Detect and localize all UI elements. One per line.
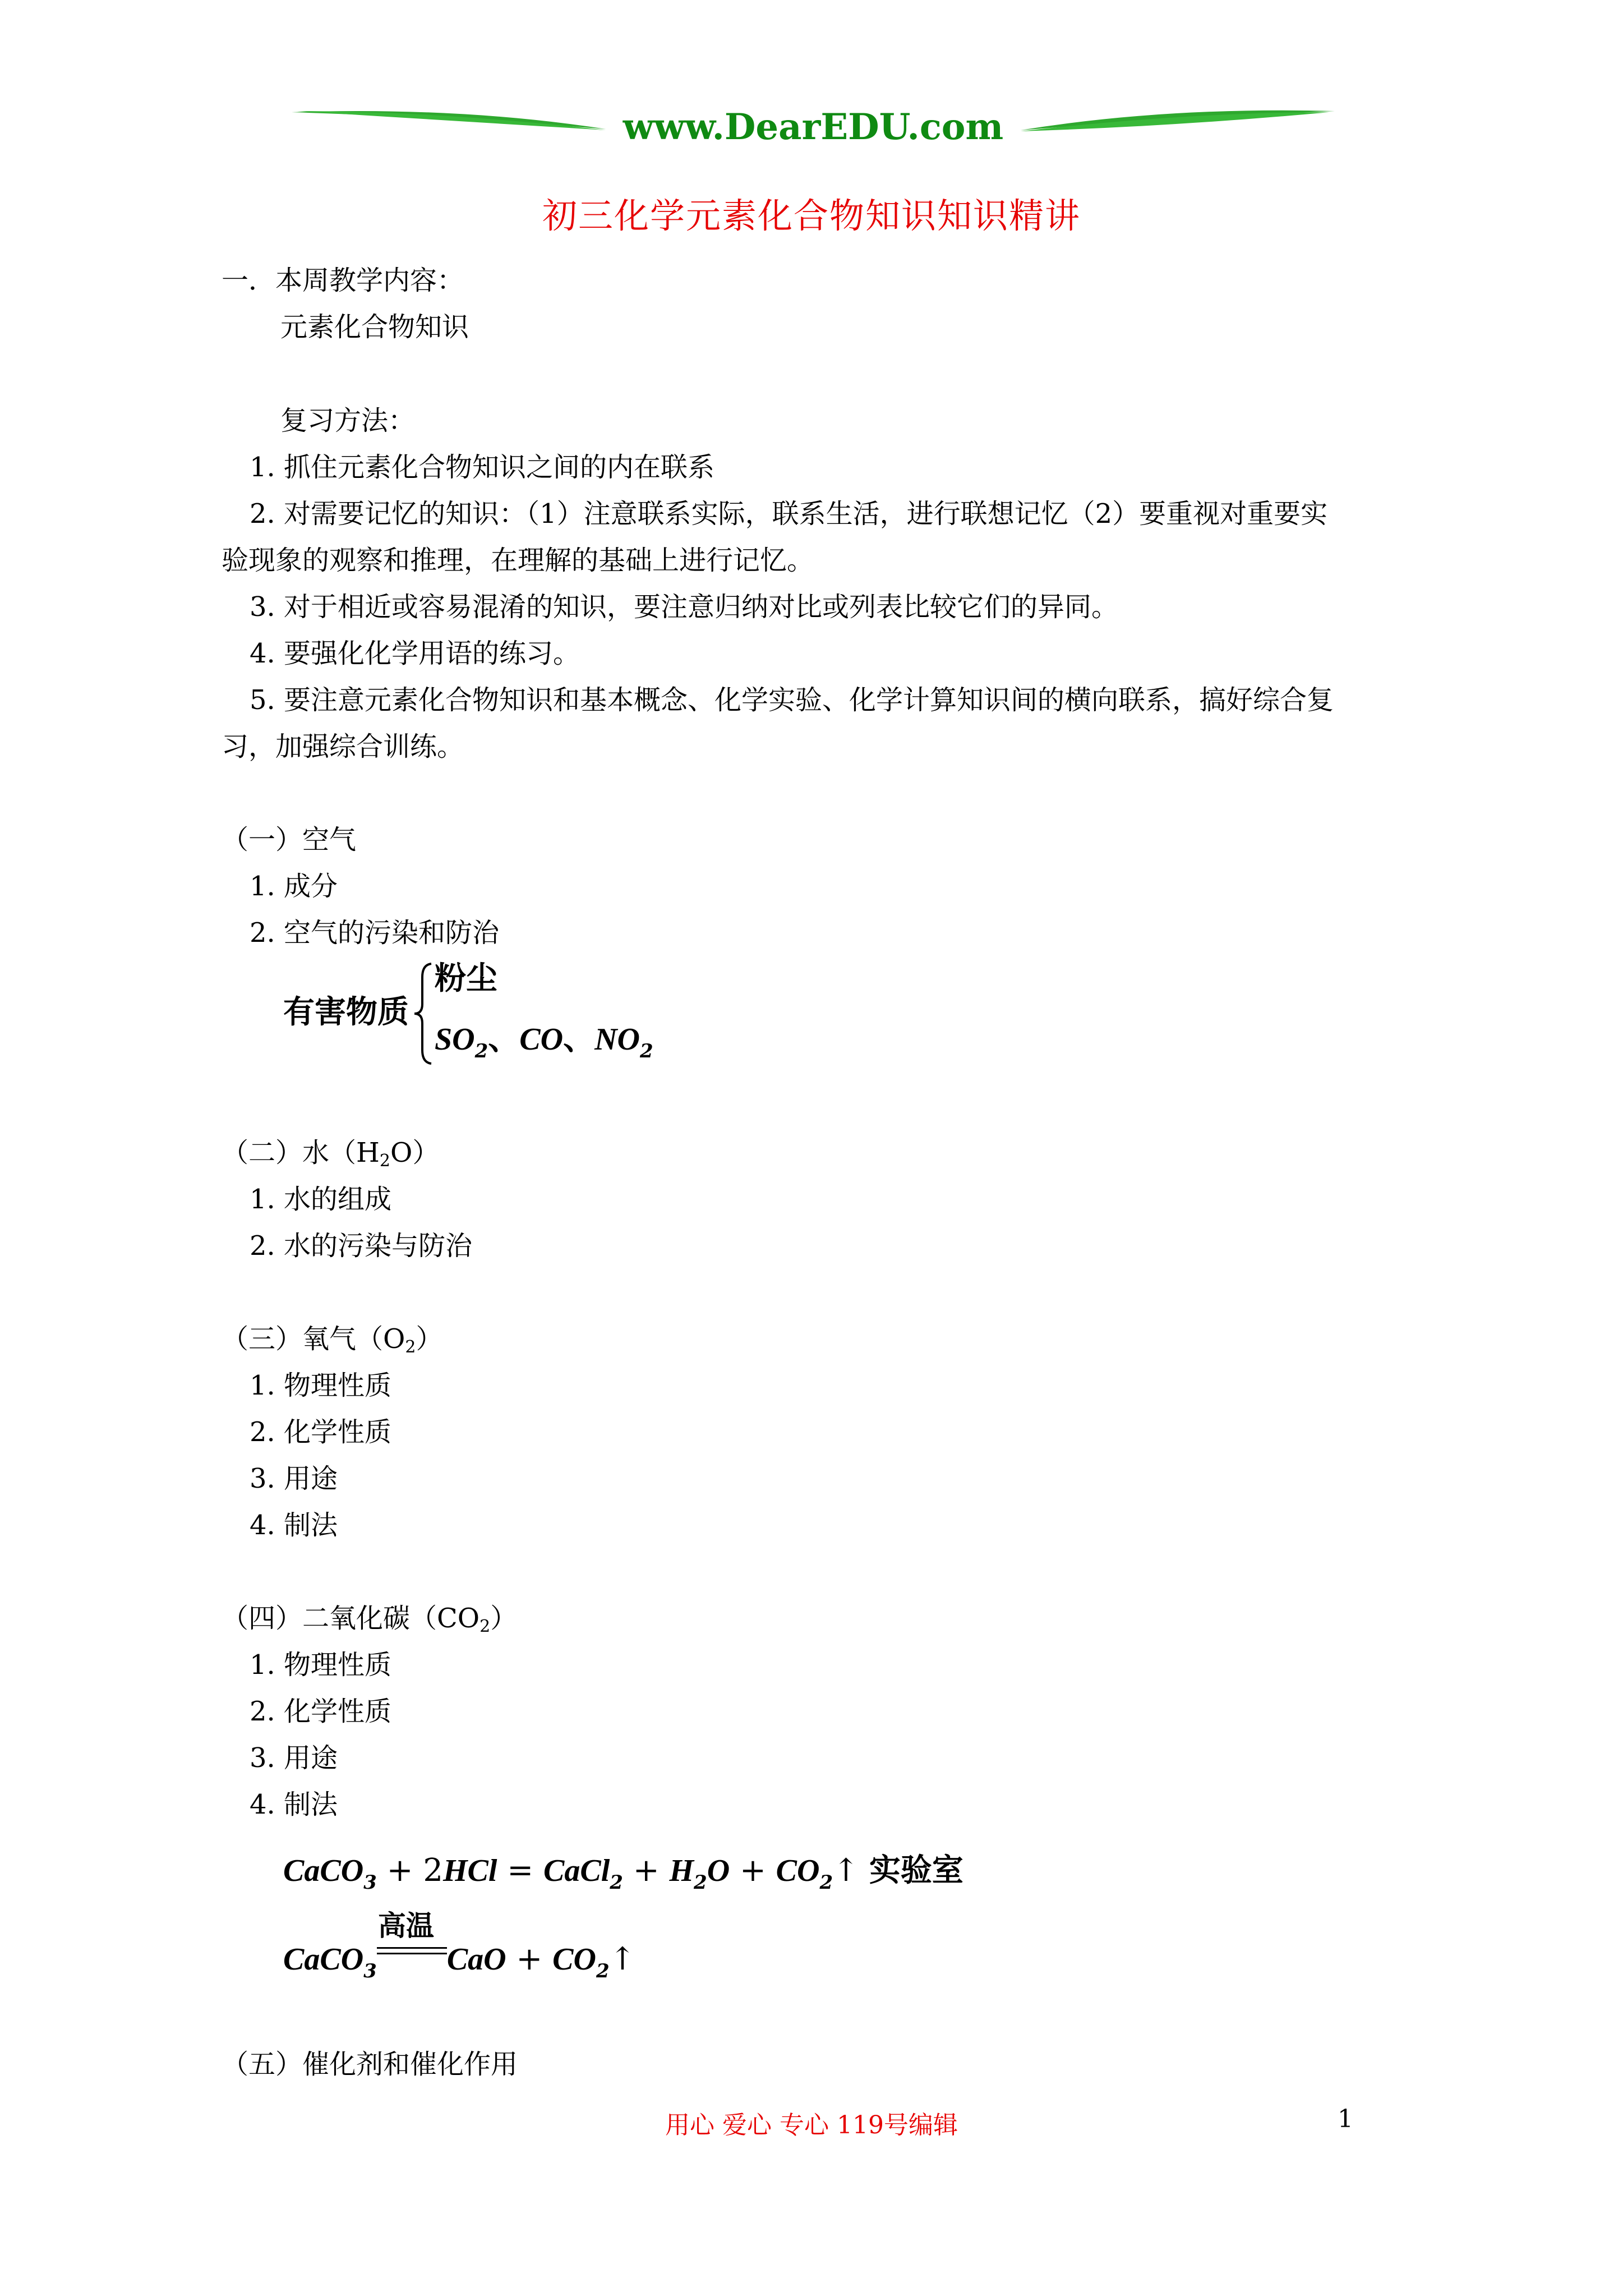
harmful-label: 有害物质: [283, 994, 409, 1030]
oxygen-item: 1. 物理性质: [250, 1370, 392, 1401]
banner-text: www.DearEDU.com: [623, 106, 1004, 148]
brace-icon: [412, 960, 435, 1067]
page-number: 1: [1338, 2105, 1353, 2133]
co2-heading: （四）二氧化碳$(CO_2)$: [222, 1603, 518, 1636]
method-item: 2. 对需要记忆的知识：（1）注意联系实际，联系生活，进行联想记忆（2）要重视对重要实: [250, 498, 1328, 530]
air-heading: （一）空气: [222, 824, 357, 855]
water-heading: （二）水$(H_2O)$: [222, 1137, 440, 1171]
oxygen-item: 2. 化学性质: [250, 1416, 392, 1448]
co2-item: 1. 物理性质: [250, 1649, 392, 1681]
topic-text: 元素化合物知识: [280, 311, 469, 343]
reaction-condition: 高温: [377, 1910, 434, 1942]
method-item: 4. 要强化化学用语的练习。: [250, 638, 580, 669]
co2-item: 2. 化学性质: [250, 1696, 392, 1727]
page-title: 初三化学元素化合物知识知识精讲: [542, 195, 1081, 236]
water-item: 1. 水的组成: [250, 1184, 392, 1215]
banner-logo: [292, 95, 1335, 157]
air-item: 1. 成分: [250, 871, 338, 902]
harmful-formula: $SO_2$、CO、$NO_2$: [435, 1021, 653, 1062]
method-item: 5. 要注意元素化合物知识和基本概念、化学实验、化学计算知识间的横向联系，搞好综合复: [250, 684, 1334, 716]
oxygen-item: 4. 制法: [250, 1510, 338, 1541]
site-banner: [292, 95, 1335, 157]
oxygen-heading: （三）氧气$(O_2)$: [222, 1323, 443, 1357]
catalyst-heading: （五）催化剂和催化作用: [222, 2049, 518, 2080]
air-item: 2. 空气的污染和防治: [250, 917, 500, 949]
equation-lab: CaCO$_3$ + 2HCl = CaCl$_2$ + $H_2O$ + $CO_2↑$ 实验室: [283, 1852, 963, 1894]
oxygen-item: 3. 用途: [250, 1463, 338, 1494]
method-item-cont: 验现象的观察和推理，在理解的基础上进行记忆。: [222, 545, 814, 576]
method-item: 3. 对于相近或容易混淆的知识，要注意归纳对比或列表比较它们的异同。: [250, 591, 1119, 623]
method-item: 1. 抓住元素化合物知识之间的内在联系: [250, 452, 715, 483]
equation-industrial: CaCO$_3$ 高温 CaO + $CO_2↑$: [283, 1941, 636, 1982]
page-footer: 用心 爱心 专心 119号编辑: [665, 2111, 958, 2139]
co2-item: 3. 用途: [250, 1742, 338, 1774]
method-item-cont: 习，加强综合训练。: [222, 731, 464, 762]
co2-item: 4. 制法: [250, 1789, 338, 1820]
harmful-item: 粉尘: [435, 960, 497, 997]
method-heading: 复习方法：: [280, 405, 416, 436]
water-item: 2. 水的污染与防治: [250, 1230, 473, 1262]
section-heading: 一．本周教学内容：: [222, 265, 464, 296]
